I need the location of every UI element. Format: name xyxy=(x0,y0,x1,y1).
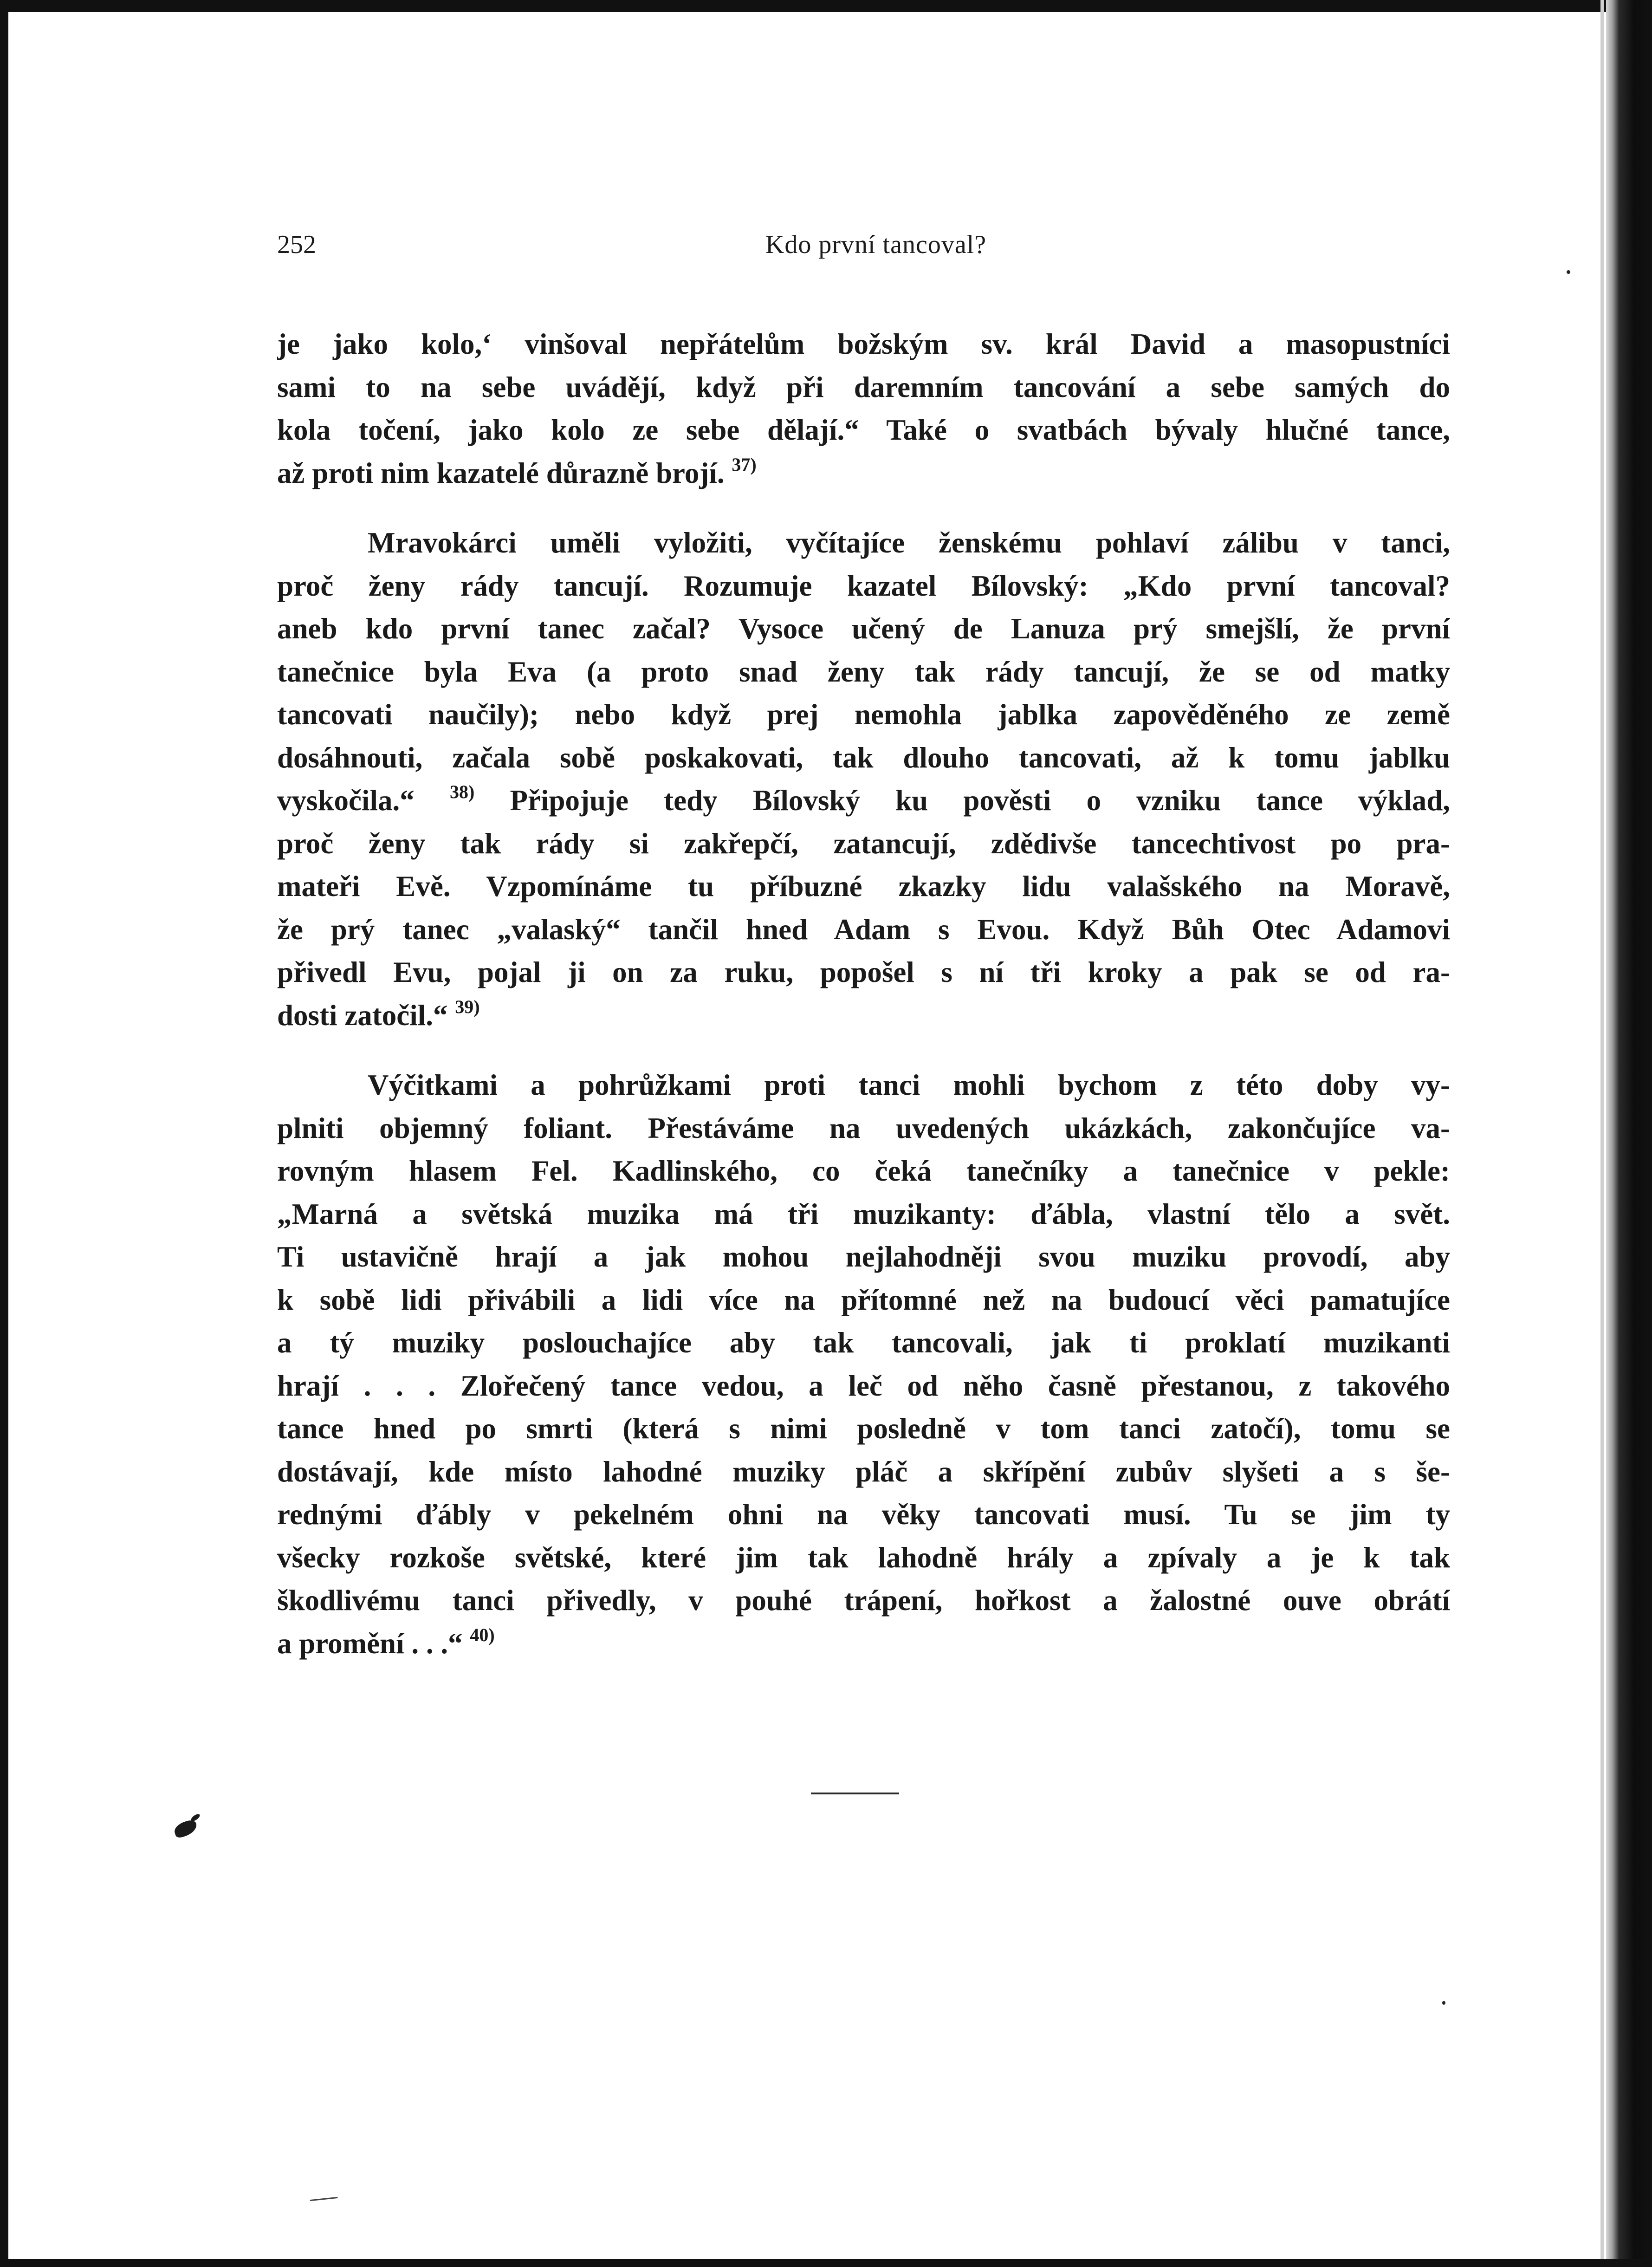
text-line: hrají . . . Zlořečený tance vedou, a leč od něho časně přestanou, z takového xyxy=(277,1369,1450,1402)
text-line: rednými ďábly v pekelném ohni na věky tancovati musí. Tu se jim ty xyxy=(277,1498,1450,1531)
text-line: všecky rozkoše světské, které jim tak lahodně hrály a zpívaly a je k tak xyxy=(277,1541,1450,1574)
line-text: až proti nim kazatelé důrazně brojí. xyxy=(277,456,725,489)
text-line xyxy=(277,779,1450,822)
text-line: dostávají, kde místo lahodné muziky pláč a skřípění zubův slyšeti a s še- xyxy=(277,1455,1450,1488)
text-line xyxy=(277,1622,1450,1665)
text-line: sami to na sebe uvádějí, když při daremním tancování a sebe samých do xyxy=(277,370,1450,403)
section-end-rule xyxy=(811,1793,899,1794)
text-line: proč ženy rády tancují. Rozumuje kazatel Bílovský: „Kdo první tancoval? xyxy=(277,569,1450,602)
footnote-ref-40: 40) xyxy=(470,1624,495,1645)
scan-border-top xyxy=(0,0,1652,12)
footnote-ref-38: 38) xyxy=(449,781,475,802)
running-head xyxy=(277,230,1475,267)
text-line: Výčitkami a pohrůžkami proti tanci mohli bychom z této doby vy- xyxy=(368,1069,1450,1101)
text-line: mateři Evě. Vzpomínáme tu příbuzné zkazky lidu valašského na Moravě, xyxy=(277,870,1450,903)
line-text: dosti zatočil.“ xyxy=(277,999,448,1032)
text-line: že prý tanec „valaský“ tančil hned Adam s Evou. Když Bůh Otec Adamovi xyxy=(277,913,1450,946)
text-line: je jako kolo,‘ vinšoval nepřátelům božským sv. král David a masopustníci xyxy=(277,328,1450,360)
paragraph-gap xyxy=(277,1037,1450,1064)
page-edge-shadow xyxy=(1600,0,1604,2267)
scan-speck xyxy=(1567,270,1570,274)
line-text: vyskočila.“ xyxy=(277,784,415,817)
scan-border-right xyxy=(1606,0,1652,2267)
line-text: a promění . . .“ xyxy=(277,1627,463,1660)
text-line: Ti ustavičně hrají a jak mohou nejlahodněji svou muziku provodí, aby xyxy=(277,1241,1450,1273)
text-line: tancovati naučily); nebo když prej nemohla jablka zapověděného ze země xyxy=(277,698,1450,731)
text-line: plniti objemný foliant. Přestáváme na uvedených ukázkách, zakončujíce va- xyxy=(277,1111,1450,1144)
footnote-ref-39: 39) xyxy=(455,996,480,1017)
text-line: aneb kdo první tanec začal? Vysoce učený de Lanuza prý smejšlí, že první xyxy=(277,612,1450,645)
text-line: přivedl Evu, pojal ji on za ruku, popošel s ní tři kroky a pak se od ra- xyxy=(277,956,1450,988)
text-line: tance hned po smrti (která s nimi posledně v tom tanci zatočí), tomu se xyxy=(277,1412,1450,1445)
scan-border-bottom xyxy=(0,2259,1652,2267)
text-line: kola točení, jako kolo ze sebe dělají.“ Také o svatbách bývaly hlučné tance, xyxy=(277,414,1450,446)
line-text: Připojuje tedy Bílovský ku pověsti o vzniku tance výklad, xyxy=(510,784,1450,817)
text-line: tanečnice byla Eva (a proto snad ženy tak rády tancují, že se od matky xyxy=(277,655,1450,688)
text-line: proč ženy tak rády si zakřepčí, zatancují, zdědivše tancechtivost po pra- xyxy=(277,827,1450,860)
ink-blot xyxy=(190,1813,201,1823)
text-line: škodlivému tanci přivedly, v pouhé trápení, hořkost a žalostné ouve obrátí xyxy=(277,1584,1450,1617)
scan-border-left xyxy=(0,0,8,2267)
text-line: rovným hlasem Fel. Kadlinského, co čeká tanečníky a tanečnice v pekle: xyxy=(277,1155,1450,1187)
text-line xyxy=(277,452,1450,495)
text-line: k sobě lidi přivábili a lidi více na přítomné než na budoucí věci pamatujíce xyxy=(277,1283,1450,1316)
footnote-ref-37: 37) xyxy=(732,454,757,475)
text-line xyxy=(277,994,1450,1037)
text-line: „Marná a světská muzika má tři muzikanty: ďábla, vlastní tělo a svět. xyxy=(277,1197,1450,1230)
paragraph-gap xyxy=(277,494,1450,521)
page-number: 252 xyxy=(277,230,316,259)
ink-blot xyxy=(173,1819,199,1839)
text-line: dosáhnouti, začala sobě poskakovati, tak dlouho tancovati, až k tomu jablku xyxy=(277,741,1450,774)
scan-speck xyxy=(1442,2001,1445,2005)
pencil-mark xyxy=(310,2197,338,2204)
running-title: Kdo první tancoval? xyxy=(765,230,987,259)
text-line: a tý muziky poslouchajíce aby tak tancovali, jak ti proklatí muzikanti xyxy=(277,1326,1450,1359)
body-text xyxy=(277,323,1450,1665)
text-line: Mravokárci uměli vyložiti, vyčítajíce ženskému pohlaví zálibu v tanci, xyxy=(368,526,1450,559)
